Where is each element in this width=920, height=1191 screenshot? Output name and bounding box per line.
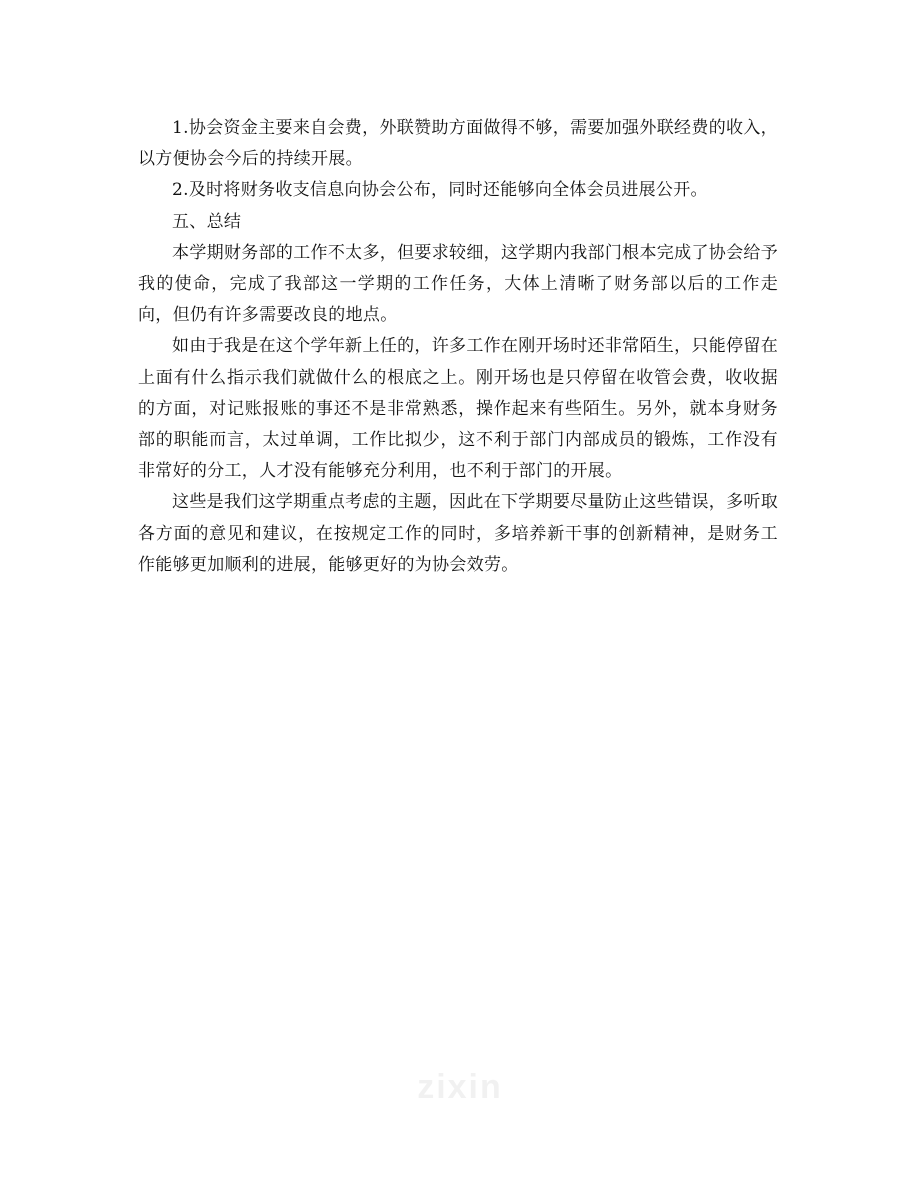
paragraph-summary-2: 如由于我是在这个学年新上任的，许多工作在刚开场时还非常陌生，只能停留在上面有什么指示我们就做什么的根底之上。刚开场也是只停留在收管会费，收收据的方面，对记账报账的事还不是非常熟悉，操作起来有些陌生。另外，就本身财务部的职能而言，太过单调，工作比拟少，这不利于部门内部成员的锻炼，工作没有非常好的分工，人才没有能够充分利用，也不利于部门的开展。 — [138, 336, 778, 482]
paragraph-item-2: 2.及时将财务收支信息向协会公布，同时还能够向全体会员进展公开。 — [172, 180, 708, 201]
paragraph-summary-1: 本学期财务部的工作不太多，但要求较细，这学期内我部门根本完成了协会给予我的使命，完成了我部这一学期的工作任务，大体上清晰了财务部以后的工作走向，但仍有许多需要改良的地点。 — [138, 242, 778, 326]
paragraph-summary-3: 这些是我们这学期重点考虑的主题，因此在下学期要尽量防止这些错误，多听取各方面的意见和建议，在按规定工作的同时，多培养新干事的创新精神，是财务工作能够更加顺利的进展，能够更好的为协会效劳。 — [138, 492, 778, 575]
document-body — [138, 113, 778, 581]
paragraph-item-1: 1.协会资金主要来自会费，外联赞助方面做得不够，需要加强外联经费的收入，以方便协会今后的持续开展。 — [138, 118, 778, 170]
section-heading-summary: 五、总结 — [172, 211, 242, 232]
watermark-logo: zixin — [417, 1068, 503, 1106]
